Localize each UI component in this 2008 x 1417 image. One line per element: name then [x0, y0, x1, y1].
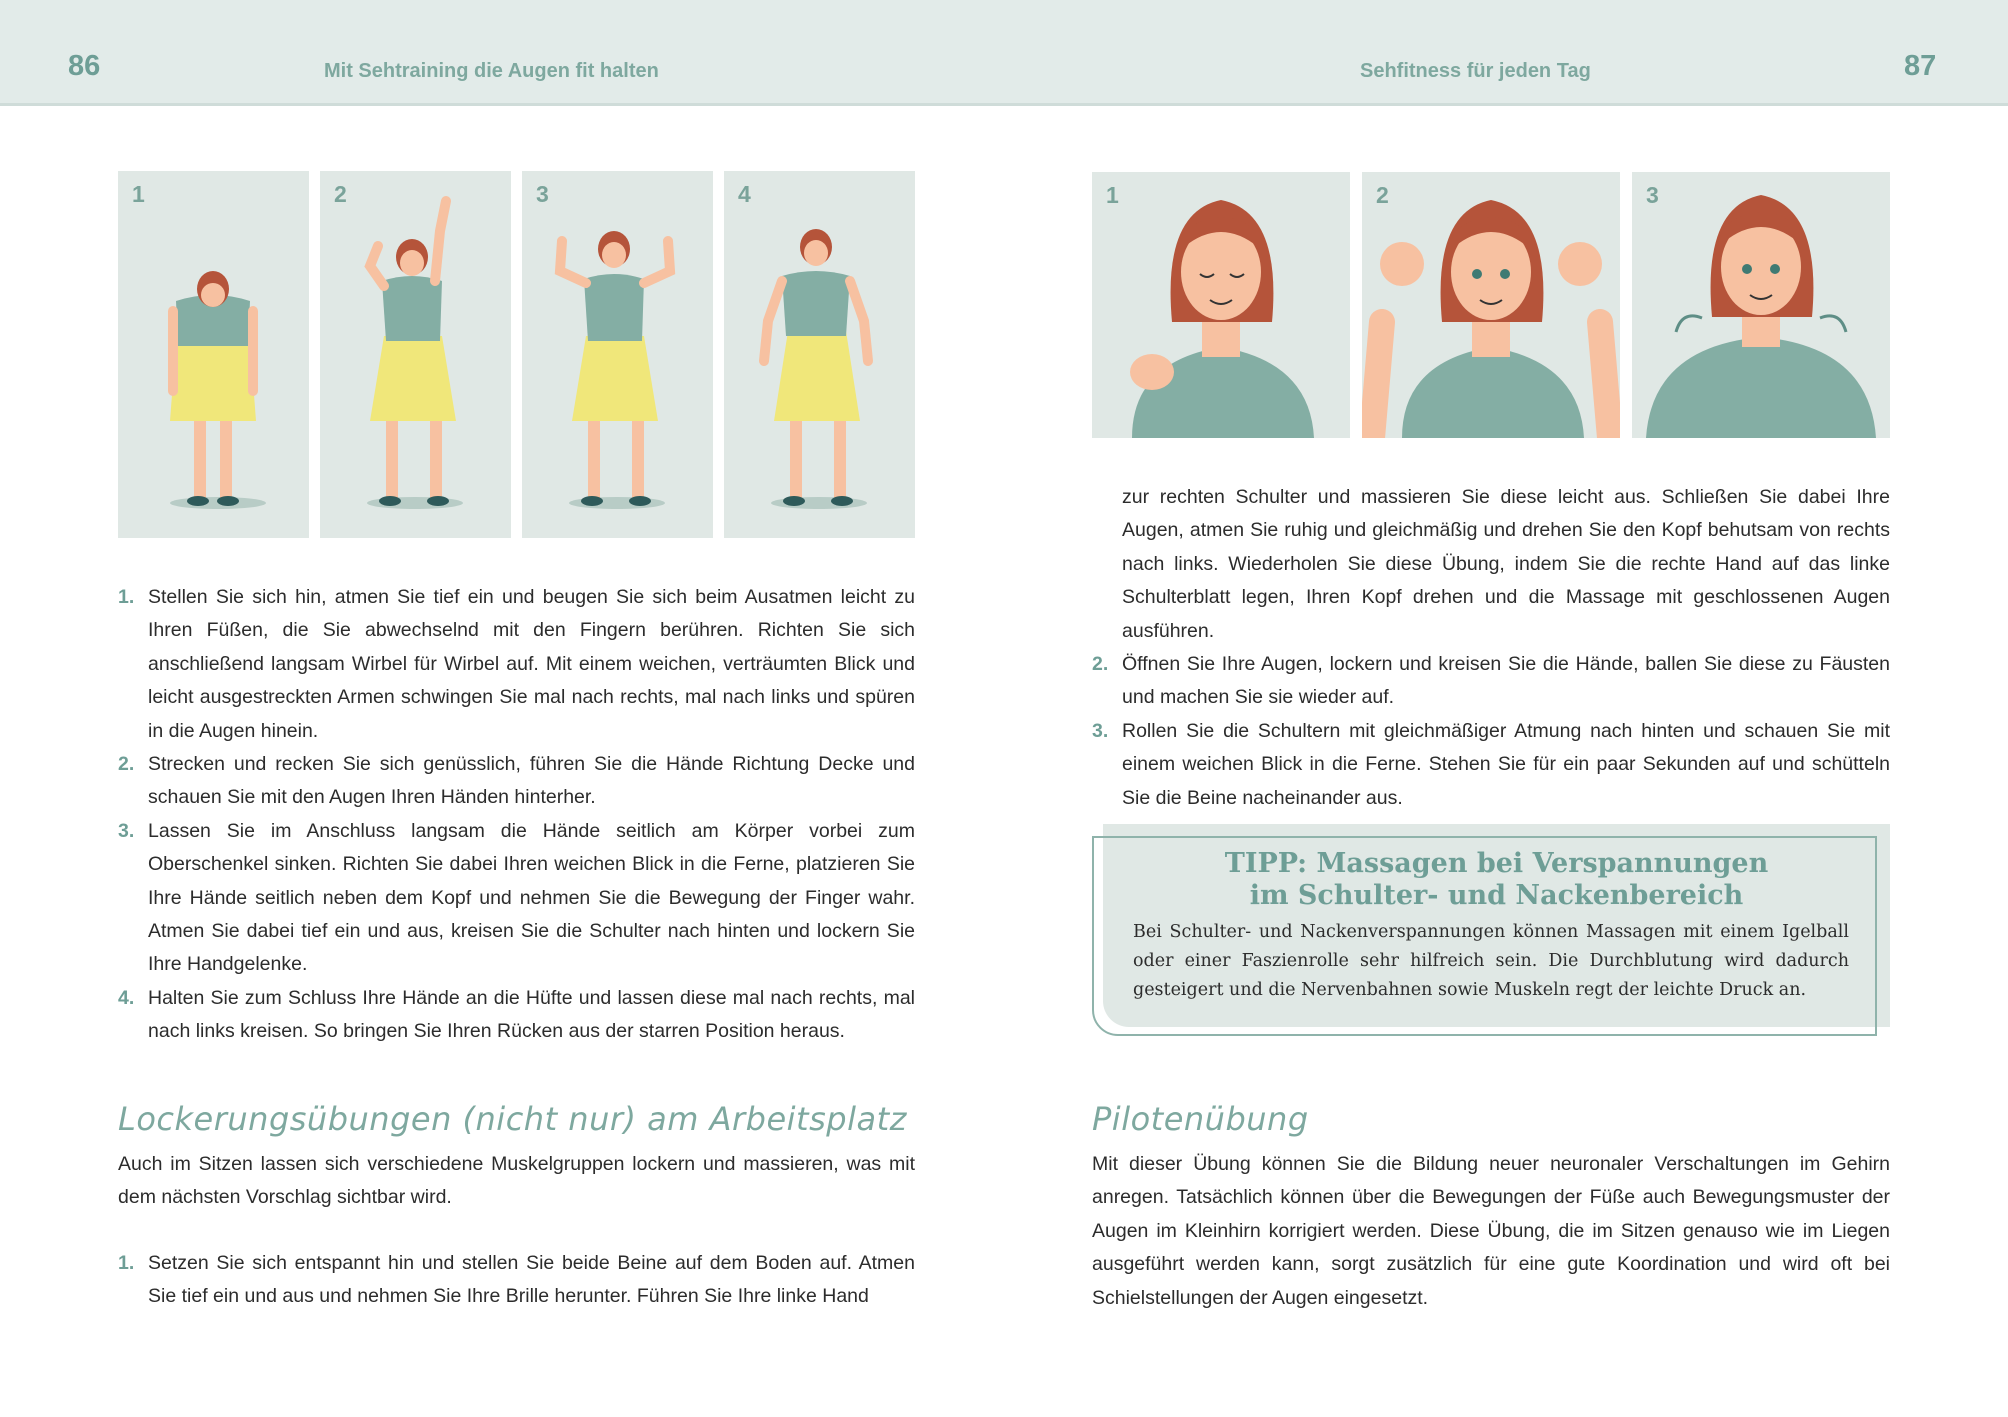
section1-steps — [118, 1247, 915, 1314]
left-steps-block — [118, 581, 915, 1049]
section-heading-lockerung: Lockerungsübungen (nicht nur) am Arbeitsplatz — [118, 1100, 907, 1138]
right-steps-block — [1092, 481, 1890, 815]
step-text: Lassen Sie im Anschluss langsam die Hände seitlich am Körper vorbei zum Oberschenkel sinken. Richten Sie dabei Ihren weichen Blick in die Ferne, platzieren Sie Ihre Hände seitlich neben dem Kopf und nehmen Sie die Bewegung der Finger wahr. Atmen Sie dabei tief ein und aus, kreisen Sie die Schulter nach hinten und lockern Sie Ihre Handgelenke. — [148, 819, 915, 976]
step-text: Strecken und recken Sie sich genüsslich, führen Sie die Hände Richtung Decke und schauen Sie mit den Augen Ihren Händen hinterher. — [148, 753, 915, 809]
step-number: 1. — [118, 586, 135, 608]
step-text: Setzen Sie sich entspannt hin und stellen Sie beide Beine auf dem Boden auf. Atmen Sie tief ein und aus und nehmen Sie Ihre Brille herunter. Führen Sie Ihre linke Hand — [148, 1252, 915, 1308]
step-number: 3. — [118, 819, 135, 842]
section2-text: Mit dieser Übung können Sie die Bildung neuer neuronaler Verschaltungen im Gehirn anregen. Tatsächlich können über die Bewegungen der Füße auch Bewegungsmuster der Augen im Kleinhirn korrigiert werden. Diese Übung, die im Sitzen genauso wie im Liegen ausgeführt werden kann, sorgt zusätzlich für eine gute Koordination und wird oft bei Schielstellungen der Augen eingesetzt. — [1092, 1153, 1890, 1309]
list-item — [1092, 648, 1890, 715]
step-text: Stellen Sie sich hin, atmen Sie tief ein und beugen Sie sich beim Ausatmen leicht zu Ihren Füßen, die Sie abwechselnd mit den Fingern berühren. Richten Sie sich anschließend langsam Wirbel für Wirbel auf. Mit einem weichen, verträumten Blick und leicht ausgestreckten Armen schwingen Sie mal nach rechts, mal nach links und spüren in die Augen hinein. — [148, 586, 915, 742]
left-steps-list — [118, 581, 915, 1049]
panel-number: 3 — [1646, 182, 1659, 208]
list-item — [118, 982, 915, 1049]
tip-title — [1103, 848, 1890, 912]
left-running-title: Mit Sehtraining die Augen fit halten — [324, 60, 659, 82]
woman-shoulder-roll-illustration — [1632, 172, 1890, 438]
section-heading-pilotenuebung: Pilotenübung — [1092, 1100, 1309, 1138]
step-number: 4. — [118, 986, 135, 1009]
step-number: 2. — [1092, 653, 1109, 676]
figure-stretching-illustration — [320, 171, 511, 538]
step-text: Rollen Sie die Schultern mit gleichmäßiger Atmung nach hinten und schauen Sie mit einem weichen Blick in die Ferne. Stehen Sie für ein paar Sekunden auf und schütteln Sie die Beine nacheinander aus. — [1122, 719, 1890, 809]
figure-hands-on-hips-illustration — [724, 171, 915, 538]
right-running-title: Sehfitness für jeden Tag — [1360, 60, 1591, 82]
step1-continuation: zur rechten Schulter und massieren Sie diese leicht aus. Schließen Sie dabei Ihre Augen, atmen Sie ruhig und gleichmäßig und drehen Sie den Kopf behutsam von rechts nach links. Wiederholen Sie diese Übung, indem Sie die rechte Hand auf das linke Schulterblatt legen, Ihren Kopf drehen und die Massage mit geschlossenen Augen ausführen. — [1122, 486, 1890, 642]
list-item — [118, 815, 915, 982]
tip-text: Bei Schulter- und Nackenverspannungen können Massagen mit einem Igelball oder einer Faszienrolle sehr hilfreich sein. Die Durchblutung wird dadurch gesteigert und die Nervenbahnen sowie Muskeln regt der leichte Druck an. — [1133, 922, 1849, 1000]
figure-arms-bent-illustration — [522, 171, 713, 538]
list-item — [118, 581, 915, 748]
step-text: Halten Sie zum Schluss Ihre Hände an die Hüfte und lassen diese mal nach rechts, mal nach links kreisen. So bringen Sie Ihren Rücken aus der starren Position heraus. — [148, 986, 915, 1043]
exercise-panel-2 — [320, 171, 511, 538]
panel-number: 1 — [132, 181, 145, 207]
right-steps-list — [1092, 648, 1890, 815]
exercise-panel-3 — [522, 171, 713, 538]
tip-title-line-1: TIPP: Massagen bei Verspannungen — [1224, 848, 1769, 879]
panel-number: 2 — [334, 181, 347, 207]
panel-number: 1 — [1106, 182, 1119, 208]
list-item — [118, 748, 915, 815]
step-number: 1. — [118, 1252, 135, 1274]
massage-panel-1 — [1092, 172, 1350, 438]
right-page-number: 87 — [1904, 50, 1937, 82]
section1-steps-list — [118, 1247, 915, 1314]
panel-number: 2 — [1376, 182, 1389, 208]
panel-number: 4 — [738, 181, 751, 207]
woman-fists-illustration — [1362, 172, 1620, 438]
woman-shoulder-massage-illustration — [1092, 172, 1350, 438]
massage-panel-2 — [1362, 172, 1620, 438]
step-text: Öffnen Sie Ihre Augen, lockern und kreisen Sie die Hände, ballen Sie diese zu Fäusten und machen Sie sie wieder auf. — [1122, 653, 1890, 709]
exercise-panel-1 — [118, 171, 309, 538]
step-number: 3. — [1092, 719, 1109, 742]
exercise-panel-4 — [724, 171, 915, 538]
page-header — [0, 0, 2008, 106]
step-number: 2. — [118, 753, 135, 776]
list-item — [118, 1247, 915, 1314]
figure-bending-illustration — [118, 171, 309, 538]
list-item — [1092, 715, 1890, 815]
section1-intro: Auch im Sitzen lassen sich verschiedene Muskelgruppen lockern und massieren, was mit dem nächsten Vorschlag sichtbar wird. — [118, 1153, 915, 1209]
left-page-number: 86 — [68, 50, 101, 82]
massage-panel-3 — [1632, 172, 1890, 438]
panel-number: 3 — [536, 181, 549, 207]
tip-title-line-2: im Schulter- und Nackenbereich — [1249, 880, 1744, 911]
